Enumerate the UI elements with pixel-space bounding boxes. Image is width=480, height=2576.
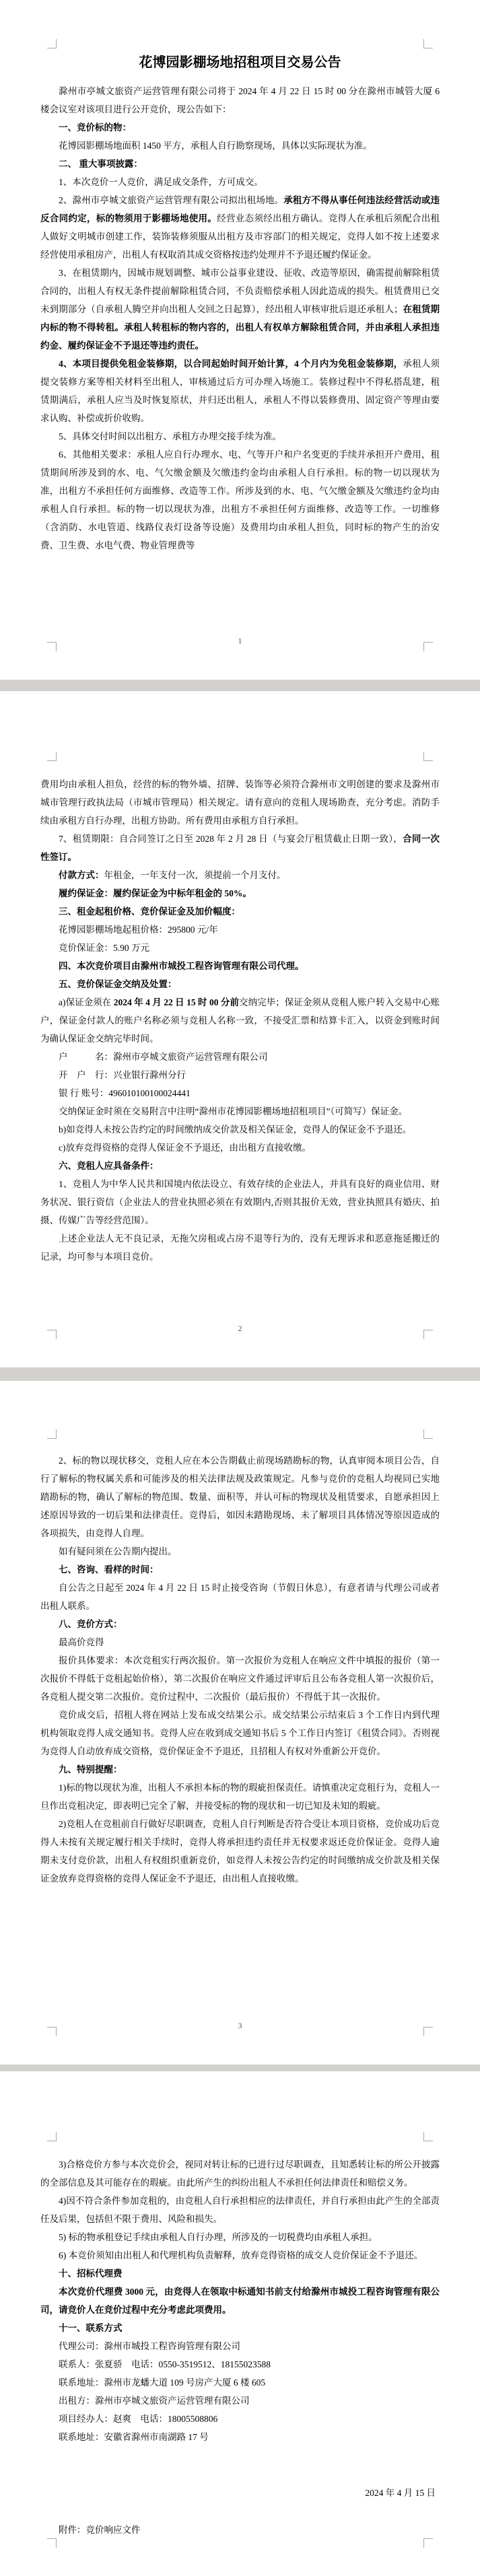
text-run: 2)竞租人在竞租前自行做好尽职调查，竞租人自行判断是否符合受让本项目资格，竞价成功后竞得人未按有关规定履行相关手续时，竞得人将承担违约责任并无权要求返还竞价保证金。竞得人逾期未支付竞价款，出租人有权组织重新竞价，如竞得人未按公告约定的时间缴纳成交价款及相关保证金放弃竞得资格的竞得人保证金不予退还，由出租人直接收缴。 [40, 1819, 440, 1884]
margin-corner-mark [47, 2538, 57, 2548]
bold-run: 花博园影棚场地招租项目交易公告 [139, 55, 341, 70]
section-heading [40, 1760, 440, 1779]
paragraph [40, 1229, 440, 1266]
paragraph [40, 2410, 440, 2428]
section-heading [40, 975, 440, 993]
text-run: 6) 本竞价须知由出租人和代理机构负责解释，放弃竞得资格的成交人竞价保证金不予退还。 [59, 2250, 423, 2260]
bold-run: 九、特别提醒： [59, 1764, 123, 1775]
text-run: 项目经办人：赵爽 电话：18005508806 [59, 2414, 218, 2424]
bold-run: 2024 年 4 月 22 日 15 时 00 分前 [113, 997, 240, 1007]
text-run: 花博园影棚场地起租价格：295800 元/年 [59, 925, 218, 935]
page-number: 1 [238, 636, 242, 645]
text-run: 附件：竞价响应文件 [59, 2525, 141, 2535]
text-run: 5) 标的物承租登记手续由承租人自行办理，所涉及的一切税费均由承租人承担。 [59, 2232, 378, 2242]
text-run: 承租人须提交装修方案等相关材料至出租人，审核通过后方可办理入场施工。装修过程中不得私搭乱建，租赁期满后，承租人应当及时恢复原状，并归还出租人，承租人不得以装修费用、固定资产等理由要求认购、补偿或折价收购。 [40, 359, 440, 423]
issue-date [40, 2484, 440, 2502]
margin-corner-mark [423, 2132, 433, 2141]
bold-run: 4、本项目提供免租金装修期，以合同起始时间开始计算，4 个月内为免租金装修期， [59, 359, 403, 369]
text-run: 1、本次竞价一人竞价，满足成交条件，方可成交。 [59, 177, 263, 187]
paragraph [40, 2246, 440, 2264]
page-4 [0, 2071, 480, 2576]
paragraph [40, 82, 440, 118]
page-number: 2 [238, 1324, 242, 1333]
paragraph [40, 1633, 440, 1651]
margin-corner-mark [423, 2538, 433, 2548]
bold-run: 履约保证金：履约保证金为中标年租金的 50%。 [59, 888, 252, 898]
paragraph [40, 1452, 440, 1542]
paragraph [40, 2283, 440, 2319]
section-heading [40, 1561, 440, 1579]
text-run: 1、竞租人为中华人民共和国境内依法设立、有效存续的企业法人，并具有良好的商业信用、财务状况、银行资信（企业法人的营业执照必须在有效期内,否则其报价无效，营业执照具有婚庆、拍摄、传媒广告等经营范围）。 [40, 1179, 440, 1225]
text-run: 联系地址：安徽省滁州市南湖路 17 号 [59, 2432, 209, 2442]
page-3 [0, 1381, 480, 2065]
section-heading [40, 118, 440, 137]
text-run: 5、具体交付时间以出租方、承租方办理交接手续为准。 [59, 431, 281, 441]
paragraph [40, 2155, 440, 2192]
paragraph [40, 355, 440, 427]
text-run: 2、滁州市亭城文旅资产运营管理有限公司拟出租场地。 [59, 195, 284, 205]
paragraph [40, 1120, 440, 1139]
bold-run: 一、竞价标的物： [59, 122, 131, 133]
text-run: 竞价保证金：5.90 万元 [59, 943, 149, 953]
text-run: 3、在租赁期内，因城市规划调整、城市公益事业建设、征收、改造等原因，确需提前解除租赁合同的，出租人有权无条件提前解除租赁合同，不负责赔偿承租人因此造成的损失。租赁费用已交未到期部分（自承租人腾空并向出租人交回之日起算），经出租人审核审批后退还承租人； [40, 268, 440, 314]
section-heading [40, 1615, 440, 1633]
bold-run: 十、招标代理费 [59, 2268, 123, 2279]
bold-run: 本次竞价代理费 3000 元，由竞得人在领取中标通知书前支付给滁州市城投工程咨询管理有限公司，请竞价人在竞价过程中充分考虑此项费用。 [40, 2287, 440, 2315]
paragraph [40, 427, 440, 445]
margin-corner-mark [423, 752, 433, 761]
paragraph [40, 1815, 440, 1888]
text-run: 户 名：滁州市亭城文旅资产运营管理有限公司 [59, 1052, 268, 1062]
bold-run: 付款方式： [59, 870, 104, 880]
text-run: 如有疑问须在公告期内提出。 [59, 1546, 177, 1557]
paragraph [40, 1542, 440, 1561]
paragraph [40, 137, 440, 155]
paragraph [40, 2428, 440, 2446]
text-run: 花博园影棚场地面积 1450 平方，承租人自行勘察现场，具体以实际现状为准。 [59, 141, 372, 151]
section-heading [40, 155, 440, 173]
text-run: 交纳完毕；保证金须从竞租人账户转入交易中心账户，保证金付款人的账户名称必须与竞租人名称一致，不接受汇票和结算卡汇入，以资金到账时间为确认保证金交纳完毕时间。 [40, 997, 440, 1044]
paragraph [40, 2192, 440, 2228]
text-run: 交纳保证金时须在交易附言中注明“滁州市花博园影棚场地招租项目”（可简写）保证金。 [59, 1106, 408, 1116]
text-run: 开 户 行：兴业银行滁州分行 [59, 1070, 186, 1080]
text-run: 3)合格竞价方参与本次竞价会，视同对转让标的已进行过尽职调查，且知悉转让标的所公开披露的全部信息及其可能存在的瑕疵。由此所产生的纠纷出租人不承担任何法律责任和赔偿义务。 [40, 2159, 440, 2188]
margin-corner-mark [47, 752, 57, 761]
document-title [40, 52, 440, 73]
paragraph [40, 1579, 440, 1615]
paragraph [40, 884, 440, 902]
paragraph [40, 1048, 440, 1066]
paragraph [40, 1139, 440, 1157]
paragraph [40, 2392, 440, 2410]
text-run: 最高价竞得 [59, 1637, 104, 1647]
text-run: b)如竞得人未按公告约定的时间缴纳成交价款及相关保证金，竞得人的保证金不予退还。 [59, 1124, 412, 1135]
margin-corner-mark [47, 39, 57, 48]
page-2 [0, 691, 480, 1367]
text-run: 1)标的物以现状为准，出租人不承担本标的物的瑕疵担保责任。请慎重决定竞租行为，竞租人一旦作出竞租决定，即表明已完全了解，并接受标的物的现状和一切已知及未知的瑕疵。 [40, 1783, 440, 1811]
text-run: 自公告之日起至 2024 年 4 月 22 日 15 时止接受咨询（节假日休息），有意者请与代理公司或者出租人联系。 [40, 1583, 440, 1611]
attachment-note [40, 2521, 440, 2539]
paragraph [40, 2228, 440, 2246]
paragraph [40, 2337, 440, 2355]
paragraph [40, 939, 440, 957]
bold-run: 四、本次竞价项目由滁州市城投工程咨询管理有限公司代理。 [59, 961, 304, 971]
text-run: c)放弃竞得资格的竞得人保证金不予退还，由出租方直接收缴。 [59, 1143, 311, 1153]
paragraph [40, 173, 440, 191]
text-run: 7、租赁期限：自合同签订之日至 2028 年 2 月 28 日（与宴会厅租赁截止日期一致）， [59, 834, 403, 844]
text-run: 银 行 账号：496010100100024441 [59, 1088, 191, 1098]
text-run: 4)因不符合条件参加竞租的，由竞租人自行承担相应的法律责任，并自行承担由此产生的全部责任及后果，包括但不限于费用、风险和损失。 [40, 2196, 440, 2224]
bold-run: 二、 重大事项披露： [59, 159, 143, 169]
text-run: 联系地址：滁州市龙蟠大道 109 号房产大厦 6 楼 605 [59, 2377, 266, 2388]
text-run: 2、标的物以现状移交，竞租人应在本公告期截止前现场踏勘标的物，认真审阅本项目公告，自行了解标的物权属关系和可能涉及的相关法律法规及政策规定。凡参与竞价的竞租人均视同已实地踏勘标的物，确认了解标的物范围、数量、面积等，并认可标的物现状及租赁要求，自愿承担因上述原因导致的一切后果和法律责任。竞得后，如因未踏勘现场、未了解项目具体情况等原因造成的各项损失，由竞得人自理。 [40, 1456, 440, 1538]
text-run: 上述企业法人无不良记录，无拖欠房租或占房不退等行为的，没有无理诉求和恶意拖延搬迁的记录，均可参与本项目竞价。 [40, 1233, 440, 1262]
text-run: a)保证金须在 [59, 997, 114, 1007]
paragraph [40, 1084, 440, 1102]
paragraph [40, 2373, 440, 2392]
paragraph [40, 921, 440, 939]
bold-run: 五、竞价保证金交纳及处置： [59, 979, 177, 989]
text-run: 滁州市亭城文旅资产运营管理有限公司将于 2024 年 4 月 22 日 15 时 00 分在滁州市城管大厦 6 楼会议室对该项目进行公开竞价，现公告如下： [40, 86, 440, 114]
paragraph [40, 2355, 440, 2373]
bold-run: 合同一次性签订。 [40, 834, 440, 862]
section-heading [40, 2319, 440, 2337]
paragraph [40, 1706, 440, 1760]
bold-run: 承租方不得从事任何违法经营活动或违反合同约定，标的物须用于影棚场地使用。 [40, 195, 440, 223]
paragraph [40, 775, 440, 830]
text-run: 经营业态须经出租方确认。竞得人在承租后须配合出租人做好文明城市创建工作，装饰装修须服从出租方及市容部门的相关规定，竞得人如不按上述要求经营使用承租房产，出租人有权取消其成交资格按违约处理并不予退还履约保证金。 [40, 213, 440, 260]
paragraph [40, 264, 440, 355]
bold-run: 在租赁期内标的物不得转租。承租人转租标的物内容的，出租人有权单方解除租赁合同，并由承租人承担违约金、履约保证金不予退还等违约责任。 [40, 304, 440, 351]
bold-run: 八、竞价方式： [59, 1619, 123, 1629]
paragraph [40, 993, 440, 1048]
page-1 [0, 0, 480, 680]
section-heading [40, 1157, 440, 1175]
text-run: 年租金，一年支付一次，须提前一个月支付。 [104, 870, 286, 880]
bold-run: 十一、联系方式 [59, 2323, 123, 2333]
paragraph [40, 1102, 440, 1120]
paragraph [40, 1779, 440, 1815]
margin-corner-mark [423, 39, 433, 48]
text-run: 2024 年 4 月 15 日 [365, 2488, 436, 2498]
paragraph [40, 445, 440, 554]
text-run: 6、其他相关要求：承租人应自行办理水、电、气等开户和户名变更的手续并承担开户费用，租赁期间所涉及到的水、电、气欠缴金额及欠缴违约金均由承租人自行承担。标的物一切以现状为准，出租方不承担任何方面维修、改造等工作。所涉及到的水、电、气欠缴金额及欠缴违约金均由承租人自行承担。标的物一切以现状为准，出租方不承担任何方面维修、改造等工作。一切维修（含消防、水电管道、线路仪表灯设备等设施）及费用均由承租人担负，同时标的物产生的治安费、卫生费、水电气费、物业管理费等 [40, 450, 440, 550]
margin-corner-mark [423, 1429, 433, 1439]
text-run: 竞价成交后，招租人将在网站上发布成交结果公示。成交结果公示结束后 3 个工作日内到代理机构领取竞得人成交通知书。竞得人应在收到成交通知书后 5 个工作日内签订《租赁合同》。否则视为竞得人自动放弃成交资格，竞价保证金不予退还，且招租人有权对外重新公开竞价。 [40, 1710, 440, 1756]
section-heading [40, 957, 440, 975]
bold-run: 三、租金起租价格、竞价保证金及加价幅度： [59, 906, 240, 917]
margin-corner-mark [47, 2132, 57, 2141]
page-number: 3 [238, 2021, 242, 2030]
paragraph [40, 1066, 440, 1084]
text-run: 代理公司：滁州市城投工程咨询管理有限公司 [59, 2341, 240, 2351]
margin-corner-mark [47, 1429, 57, 1439]
paragraph [40, 1651, 440, 1706]
text-run: 报价具体要求：本次竞租实行两次报价。第一次报价为竞租人在响应文件中填报的报价（第一次报价不得低于竞租起始价格），第二次报价在响应文件通过评审后且公布各竞租人第一次报价后，各竞租人提交第二次报价。竞价过程中，二次报价（最后报价）不得低于其一次报价。 [40, 1655, 440, 1702]
bold-run: 六、竞租人应具备条件： [59, 1161, 159, 1171]
section-heading [40, 902, 440, 921]
paragraph [40, 1175, 440, 1229]
text-run: 联系人：张夏骄 电话：0550-3519512、18155023588 [59, 2359, 271, 2369]
paragraph [40, 191, 440, 264]
paragraph [40, 866, 440, 884]
paragraph [40, 830, 440, 866]
text-run: 出租方：滁州市亭城文旅资产运营管理有限公司 [59, 2396, 250, 2406]
section-heading [40, 2264, 440, 2283]
bold-run: 七、咨询、看样的时间： [59, 1565, 159, 1575]
text-run: 费用均由承租人担负，经营的标的物外墙、招牌、装饰等必须符合滁州市文明创建的要求及滁州市城市管理行政执法局（市城市管理局）相关规定。请有意向的竞租人现场勘查，充分考虑。消防手续由承租方自行办理，出租方协助。所有费用由承租方自行承担。 [40, 779, 440, 826]
